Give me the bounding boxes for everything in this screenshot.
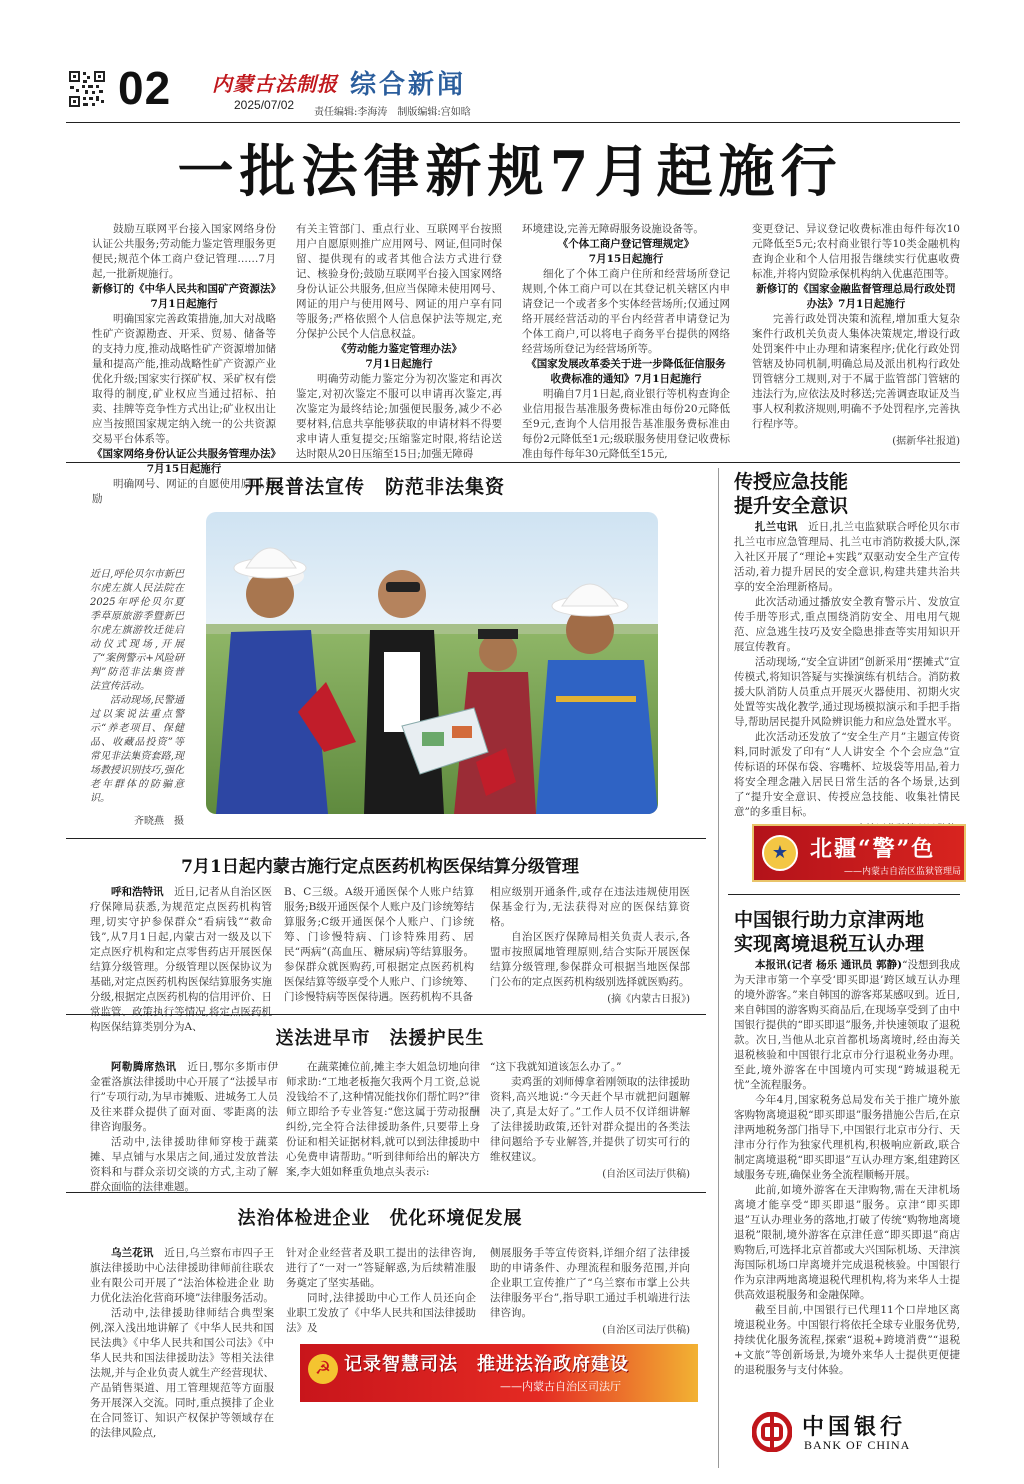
- emergency-title: [734, 470, 964, 518]
- main-col-4: [752, 222, 960, 447]
- article-paragraph: 明确网号、网证的自愿使用原则,鼓励: [92, 478, 276, 505]
- boc-logo-icon: [752, 1412, 792, 1452]
- medical-title: 7月1日起内蒙古施行定点医药机构医保结算分级管理: [181, 857, 579, 877]
- article-paragraph: [90, 1246, 274, 1306]
- emergency-title-line2: 提升安全意识: [734, 495, 849, 517]
- dateline: 扎兰屯讯: [755, 521, 798, 533]
- law-subheading: 《个体工商户登记管理规定》: [557, 238, 695, 250]
- law-subheading: 新修订的《国家金融监督管理总局行政处罚办法》7月1日起施行: [756, 283, 956, 310]
- police-badge-icon: ★: [762, 835, 798, 871]
- article-paragraph: 截至目前,中国银行已代理11个口岸地区离境退税业务。中国银行将依托全球专业服务优势,持续优化服务流程,探索“退税+跨境消费”“退税+文旅”等创新场景,为境外来华人士提供更便捷的退税服务与支付体验。: [734, 1304, 960, 1376]
- photo-caption-box: [90, 568, 184, 829]
- market-col-3: [490, 1060, 690, 1180]
- article-paragraph: 同时,法律援助中心工作人员还向企业职工发放了《中华人民共和国法律援助法》及: [286, 1292, 476, 1334]
- police-title: 北疆“警”色: [810, 836, 936, 862]
- dateline: 本报讯(记者 杨乐 通讯员 郭静): [755, 959, 903, 971]
- dateline: 乌兰花讯: [111, 1247, 154, 1259]
- article-paragraph: “这下我就知道该怎么办了。”: [490, 1061, 622, 1073]
- article-paragraph: 相应级别开通条件,或存在违法违规使用医保基金行为,无法获得对应的医保结算资格。: [490, 886, 690, 928]
- market-col-2: [286, 1060, 480, 1180]
- boc-title-line2: 实现离境退税互认办理: [734, 933, 925, 955]
- photo-story-title: 开展普法宣传 防范非法集资: [244, 476, 505, 498]
- law-subheading: 《劳动能力鉴定管理办法》: [336, 343, 462, 355]
- article-paragraph: 明确劳动能力鉴定分为初次鉴定和再次鉴定,对初次鉴定不服可以申请再次鉴定,再次鉴定为最终结论;加强便民服务,减少不必要材料,信息共享能够获取的申请材料不得要求申请人重复提交;压缩鉴定时限,将结论送达时限从20日压缩至15日;加强无障碍: [296, 373, 502, 460]
- main-col-1: [92, 222, 281, 507]
- news-photo: [206, 512, 658, 814]
- enterprise-col-3: [490, 1246, 690, 1336]
- medical-col-3: [490, 885, 690, 1005]
- banner-subtitle: ——内蒙古自治区司法厅: [500, 1380, 621, 1393]
- article-paragraph: 环境建设,完善无障碍服务设施设备等。: [522, 223, 704, 235]
- article-paragraph: 今年4月,国家税务总局发布关于推广境外旅客购物离境退税“即买即退”服务措施公告后,在京津两地税务部门指导下,中国银行北京市分行、天津市分行作为独家代理机构,积极响应新政,联合制定离境退税“即买即退”互认办理方案,组建跨区域服务专班,确保业务全流程顺畅开展。: [734, 1094, 960, 1181]
- market-col-1: [90, 1060, 278, 1195]
- editors-line: 责任编辑:李海涛 制版编辑:宫如晗: [314, 107, 471, 118]
- article-paragraph: 变更登记、异议登记收费标准由每件每次10元降低至5元;农村商业银行等10类金融机构查询企业和个人信用报告继续实行优惠收费标准,并将内贸险承保机构纳入优惠范围等。: [752, 223, 960, 280]
- main-col-2: [296, 222, 502, 462]
- article-paragraph: 活动中,法律援助律师结合典型案例,深入浅出地讲解了《中华人民共和国民法典》《中华人民共和国公司法》《中华人民共和国法律援助法》等相关法律法规,并与企业负责人就生产经营现状、产品销售渠道、用工管理规范等方面服务开展深入交流。同时,重点摸排了企业在合同签订、知识产权保护等领域存在的法律风险点,: [90, 1307, 274, 1439]
- main-col-3: [522, 222, 730, 462]
- enterprise-title: 法治体检进企业 优化环境促发展: [237, 1208, 523, 1229]
- article-paragraph: [90, 885, 272, 1035]
- article-paragraph: 此前,如境外游客在天津购物,需在天津机场离境才能享受“即买即退”服务。京津“即买即退”互认办理业务的落地,打破了传统“购物地离境退税”限制,境外游客在京津任意“即买即退”商店购物后,可选择北京首都或大兴国际机场、天津滨海国际机场口岸离境并完成退税核验。中国银行作为京津两地离境退税代理机构,将为来华人士提供高效退税服务和金融保障。: [734, 1184, 960, 1301]
- article-source: (自治区司法厅供稿): [602, 1169, 690, 1180]
- article-source: (自治区司法厅供稿): [602, 1325, 690, 1336]
- section-title: 综合新闻: [350, 70, 467, 100]
- party-emblem-icon: ☭: [308, 1354, 338, 1384]
- article-paragraph: [734, 958, 960, 1093]
- enterprise-col-2: [286, 1246, 476, 1336]
- article-paragraph: 细化了个体工商户住所和经营场所登记规则,个体工商户可以在其登记机关辖区内申请登记一个或者多个实体经营场所;仅通过网络开展经营活动的平台内经营者申请登记为个体工商户,可以将电子商务平台提供的网络经营场所登记为经营场所等。: [522, 268, 730, 355]
- law-subheading: 《国家发展改革委关于进一步降低征信服务收费标准的通知》7月1日起施行: [526, 358, 726, 385]
- photo-caption: 近日,呼伦贝尔市新巴尔虎左旗人民法院在2025年呼伦贝尔夏季草原旅游季暨新巴尔虎左旗游牧迁徙启动仪式现场,开展了“案例警示+风险研判”防范非法集资普法宣传活动。: [90, 569, 184, 692]
- dateline: 呼和浩特讯: [111, 886, 164, 898]
- article-text: “没想到我成为天津市第一个享受‘即买即退’跨区域互认办理的境外游客。”来自韩国的游客郑某感叹到。近日,来自韩国的游客购买商品后,在现场享受到了由中国银行提供的“即买即退”服务,并快速领取了退税款。次日,当他从北京首都机场离境时,经由海关退税核验和中国银行北京市分行退税业务办理。至此,境外游客在中国境内可实现“跨城退税无忧”全流程服务。: [734, 959, 960, 1091]
- law-subheading: 《国家网络身份认证公共服务管理办法》: [92, 448, 281, 460]
- article-paragraph: 鼓励互联网平台接入国家网络身份认证公共服务;劳动能力鉴定管理服务更便民;规范个体工商户登记管理……7月起,一批新规施行。: [92, 223, 276, 280]
- medical-col-1: [90, 885, 272, 1035]
- market-title: 送法进早市 法援护民生: [275, 1028, 485, 1049]
- emergency-body: [734, 520, 960, 835]
- boc-logo: [752, 1410, 952, 1454]
- medical-col-2: [284, 885, 474, 1005]
- article-paragraph: 在蔬菜摊位前,摊主李大姐急切地向律师求助:“工地老板拖欠我两个月工资,总说没钱给不了,这种情况能找你们帮忙吗?”律师立即给予专业答复:“您这属于劳动报酬纠纷,完全符合法律援助条件,只要带上身份证和相关证据材料,就可以到法律援助中心免费申请帮助。”听到律师给出的解决方案,李大姐如释重负地点头表示:: [286, 1061, 480, 1178]
- boc-title: [734, 908, 964, 956]
- justice-banner: [300, 1344, 698, 1402]
- law-date: 7月1日起施行: [150, 298, 218, 310]
- article-paragraph: [90, 1060, 278, 1135]
- photo-caption-2: 活动现场,民警通过以案说法重点警示“养老项目、保健品、收藏品投资”等常见非法集资套路,现场教授识别技巧,强化老年群体的防骗意识。: [90, 695, 184, 804]
- dateline: 阿勒腾席热讯: [111, 1061, 177, 1073]
- emergency-title-line1: 传授应急技能: [734, 471, 849, 493]
- article-paragraph: 完善行政处罚决策和流程,增加重大复杂案件行政机关负责人集体决策规定,增设行政处罚案件中止办理和请案程序;优化行政处罚管辖及协同机制,明确总局及派出机构行政处罚管辖分工规则,对于不属于监管部门管辖的违法行为,应依法及时移送;完善调查取证及当事人权利救济规则,明确不予处罚程序,完善执行程序等。: [752, 313, 960, 430]
- article-paragraph: 此次活动还发放了“安全生产月”主题宣传资料,同时派发了印有“人人讲安全 个个会应急”宣传标语的环保布袋、容嘴杯、垃圾袋等用品,着力将安全理念融入居民日常生活的各个场景,达到了“提升安全意识、传授应急技能、收集社情民意”的多重目标。: [734, 731, 960, 818]
- law-date: 7月15日起施行: [146, 463, 222, 475]
- article-paragraph: 卖鸡蛋的刘师傅拿着刚领取的法律援助资料,高兴地说:“今天赶个早市就把问题解决了,真是太好了。”工作人员不仅详细讲解了法律援助政策,还针对群众提出的各类法律问题给予专业解答,并提供了切实可行的维权建议。: [490, 1076, 690, 1163]
- article-text: 近日,扎兰屯监狱联合呼伦贝尔市扎兰屯市应急管理局、扎兰屯市消防救援大队,深入社区开展了“理论+实践”双驱动安全生产宣传活动,着力提升居民的安全意识,构建共建共治共享的安全治理新格局。: [734, 521, 961, 593]
- article-source: (摘《内蒙古日报》): [607, 994, 690, 1005]
- law-date: 7月1日起施行: [365, 358, 433, 370]
- main-headline: 一批法律新规7月起施行: [177, 139, 843, 205]
- article-paragraph: 侧展服务手等宣传资料,详细介绍了法律援助的申请条件、办理流程和服务范围,并向企业职工宣传推广了“乌兰察布市掌上公共法律服务平台”,指导职工通过手机端进行法律咨询。: [490, 1247, 690, 1319]
- boc-body: [734, 958, 960, 1378]
- article-paragraph: 针对企业经营者及职工提出的法律咨询,进行了“一对一”答疑解惑,为后续精准服务奠定了坚实基础。: [286, 1247, 476, 1289]
- boc-logo-cn: 中国银行: [802, 1414, 907, 1440]
- law-subheading: 新修订的《中华人民共和国矿产资源法》: [92, 283, 281, 295]
- article-paragraph: [734, 520, 960, 595]
- article-paragraph: 有关主管部门、重点行业、互联网平台按照用户自愿原则推广应用网号、网证,但同时保留、提供现有的或者其他合法方式进行登记、核验身份;鼓励互联网平台接入国家网络身份认证公共服务,但应当保障未使用网号、网证的用户与使用网号、网证的用户享有同等服务;严格依照个人信息保护法等规定,充分保护公民个人信息权益。: [296, 223, 502, 340]
- article-text: 近日,记者从自治区医疗保障局获悉,为规范定点医药机构管理,切实守护参保群众“看病钱”“救命钱”,从7月1日起,内蒙古对一级及以下定点医疗机构和定点零售药店开展医保结算分级管理。分级管理以医保协议为基础,对定点医药机构医保结算服务实施分级,根据定点医药机构的信用评价、日常监管、政策执行等情况,将定点医药机构医保结算类别分为A、: [90, 886, 273, 1033]
- law-date: 7月15日起施行: [588, 253, 664, 265]
- article-text: 近日,乌兰察布市四子王旗法律援助中心法律援助律师前往联农业有限公司开展了“法治体检进企业 助力优化法治化营商环境”法律服务活动。: [90, 1247, 275, 1304]
- police-banner: [752, 824, 966, 882]
- article-paragraph: 明确自7月1日起,商业银行等机构查询企业信用报告基准服务费标准由每份20元降低至9元,查询个人信用报告基准服务费标准由每份2元降低至1元;级联服务使用登记收费标准由每件每年30元降低至15元,: [522, 388, 730, 460]
- boc-title-line1: 中国银行助力京津两地: [734, 909, 925, 931]
- article-paragraph: 活动现场,“安全宣讲团”创新采用“摆摊式”宣传模式,将知识答疑与实操演练有机结合。消防救援大队消防人员重点开展灭火器使用、初期火灾处置等实战化教学,通过现场模拟演示和手把手指导,帮助居民提升风险辨识能力和应急处置水平。: [734, 656, 960, 728]
- police-subtitle: ——内蒙古自治区监狱管理局: [844, 867, 962, 877]
- issue-date: 2025/07/02: [234, 98, 295, 112]
- page-number: 02: [118, 62, 172, 114]
- paper-name-logo: 内蒙古法制报: [212, 72, 338, 96]
- article-paragraph: 自治区医疗保障局相关负责人表示,各盟市按照属地管理原则,结合实际开展医保结算分级管理,参保群众可根据当地医保部门公布的定点医药机构级别选择就医购药。: [490, 931, 690, 988]
- article-paragraph: 明确国家完善政策措施,加大对战略性矿产资源勘查、开采、贸易、储备等的支持力度,推动战略性矿产资源增加储量和提高产能,推动战略性矿产资源产业优化升级;国家实行探矿权、采矿权有偿取得的制度,矿业权应当通过招标、拍卖、挂牌等竞争性方式出让;矿业权出让应当按照国家规定纳入统一的公共资源交易平台体系等。: [92, 313, 276, 445]
- banner-title: 记录智慧司法 推进法治政府建设: [344, 1354, 629, 1375]
- article-source: (据新华社报道): [892, 436, 960, 447]
- article-paragraph: 活动中,法律援助律师穿梭于蔬菜摊、早点铺与水果店之间,通过发放普法资料和与群众亲切交谈的方式,主动了解群众面临的法律难题。: [90, 1136, 278, 1193]
- article-text: 近日,鄂尔多斯市伊金霍洛旗法律援助中心开展了“法援早市行”专项行动,为早市摊贩、进城务工人员及往来群众提供了面对面、零距离的法律咨询服务。: [90, 1061, 279, 1133]
- article-paragraph: 此次活动通过播放安全教育警示片、发放宣传手册等形式,重点围绕消防安全、用电用气规范、应急逃生技巧及安全隐患排查等实用知识开展宣传教育。: [734, 596, 960, 653]
- photo-credit: 齐晓燕 摄: [134, 816, 184, 827]
- qr-code-icon: [68, 70, 106, 108]
- enterprise-col-1: [90, 1246, 274, 1441]
- article-paragraph: B、C三级。A级开通医保个人账户结算服务;B级开通医保个人账户及门诊统筹结算服务;C级开通医保个人账户、门诊统筹、门诊慢特病、门诊特殊用药、居民“两病”(高血压、糖尿病)等结算服务。参保群众就医购药,可根据定点医药机构医保结算等级享受个人账户、门诊统筹、门诊慢特病等医保待遇。医药机构不具备: [284, 886, 474, 1003]
- boc-logo-en: BANK OF CHINA: [804, 1438, 911, 1452]
